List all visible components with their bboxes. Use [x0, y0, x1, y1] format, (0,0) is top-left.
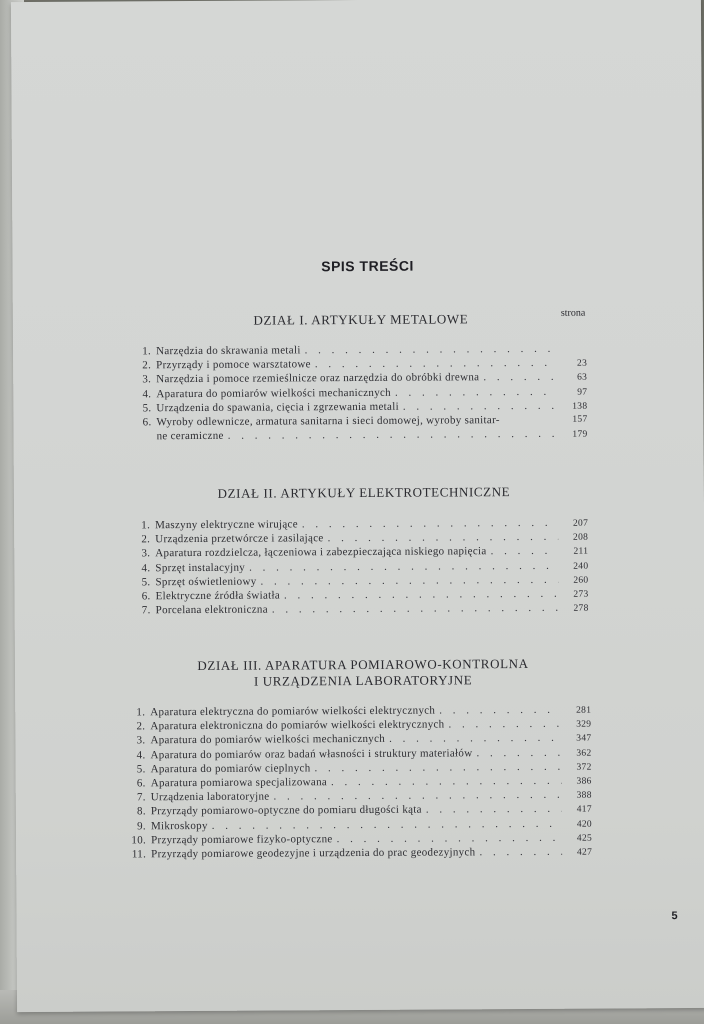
toc-item-title: Narzędzia do skrawania metali	[156, 344, 301, 358]
toc-item[interactable]	[131, 601, 589, 618]
toc-item-page: 425	[576, 833, 593, 844]
toc-item-page: 240	[573, 561, 589, 572]
toc-item-page: 420	[576, 819, 592, 830]
section-1-list	[131, 342, 588, 444]
dot-leader	[328, 530, 559, 546]
toc-item-number: 5.	[142, 402, 152, 415]
toc-item-page: 208	[573, 532, 589, 543]
dot-leader	[272, 601, 559, 617]
toc-item-page: 278	[573, 603, 589, 614]
toc-item-number: 9.	[137, 819, 146, 832]
toc-item-title: Urządzenia przetwórcze i zasilające	[155, 532, 324, 546]
dot-leader	[228, 427, 558, 443]
toc-item-title: Przyrządy pomiarowe fizyko-optyczne	[151, 832, 333, 846]
toc-item-page: 417	[576, 804, 592, 815]
dot-leader	[305, 342, 557, 358]
toc-item-page: 386	[576, 776, 592, 787]
toc-item-page: 23	[577, 358, 588, 369]
toc-item-number: 4.	[136, 748, 146, 761]
toc-item-number: 1.	[142, 345, 152, 358]
toc-item-title: Aparatura do pomiarów oraz badań własności i struktury materiałów	[150, 746, 473, 761]
toc-item-title: Przyrządy i pomoce warsztatowe	[156, 358, 311, 372]
section-1-heading: DZIAŁ I. ARTYKUŁY METALOWE	[253, 311, 469, 328]
toc-item-page: 207	[572, 518, 589, 529]
page-column-label: strona	[560, 307, 586, 319]
section-3-heading-line-1: DZIAŁ III. APARATURA POMIAROWO-KONTROLNA	[197, 655, 529, 673]
toc-item-page: 97	[577, 387, 588, 398]
dot-leader	[331, 774, 562, 790]
dot-leader	[448, 717, 561, 732]
section-3-heading-line-2: I URZĄDZENIA LABORATORYJNE	[253, 672, 473, 689]
toc-item-number: 10.	[131, 833, 147, 847]
toc-item-title: Aparatura do pomiarów wielkości mechanicznych	[156, 386, 391, 400]
toc-item-page: 179	[572, 429, 588, 440]
toc-item-page: 157	[572, 414, 588, 425]
toc-item-title: Elektryczne źródła światła	[155, 589, 281, 603]
dot-leader	[389, 731, 561, 746]
dot-leader	[314, 760, 561, 776]
section-2-heading: DZIAŁ II. ARTYKUŁY ELEKTROTECHNICZNE	[217, 484, 511, 501]
toc-item-number: 7.	[136, 791, 146, 804]
toc-item-page: 260	[573, 575, 589, 586]
toc-item-page: 388	[576, 790, 592, 801]
dot-leader	[302, 516, 558, 532]
toc-item-page: 273	[573, 589, 589, 600]
toc-item-number: 7.	[141, 604, 151, 617]
toc-item-page: 427	[576, 847, 593, 858]
toc-item-title: Wyroby odlewnicze, armatura sanitarna i sieci domowej, wyroby sanitar-	[156, 414, 500, 429]
toc-item-page: 281	[576, 705, 592, 716]
toc-item-number: 6.	[142, 416, 152, 429]
toc-item-title: Narzędzia i pomoce rzemieślnicze oraz narzędzia do obróbki drewna	[156, 371, 480, 386]
toc-item-title: Aparatura elektryczna do pomiarów wielkości elektrycznych	[150, 704, 436, 719]
toc-item-number: 2.	[141, 533, 151, 546]
toc-item-number: 1.	[136, 706, 146, 719]
toc-item-number: 5.	[136, 763, 146, 776]
toc-item-number: 2.	[142, 359, 152, 372]
toc-item-page: 211	[573, 546, 589, 558]
dot-leader	[439, 703, 561, 718]
toc-item-title: Mikroskopy	[150, 819, 208, 832]
dot-leader	[337, 830, 563, 846]
toc-item-number: 1.	[141, 519, 151, 532]
toc-item-page: 63	[577, 372, 588, 384]
section-2-list	[130, 516, 589, 618]
toc-item-number: 3.	[136, 734, 146, 747]
section-3-heading	[133, 656, 593, 691]
toc-item-title: Aparatura do pomiarów wielkości mechanicznych	[150, 733, 386, 747]
toc-item-page: 362	[576, 748, 592, 759]
toc-item-number: 3.	[142, 373, 152, 386]
toc-item-page: 329	[576, 719, 592, 730]
toc-item-page: 372	[576, 762, 592, 773]
dot-leader	[315, 356, 557, 372]
toc-item-number: 8.	[136, 805, 146, 818]
toc-item-title: Sprzęt instalacyjny	[155, 561, 246, 574]
toc-item-page: 138	[572, 401, 588, 412]
toc-item-title: Porcelana elektroniczna	[155, 603, 268, 617]
page-number: 5	[671, 910, 678, 923]
dot-leader	[395, 384, 557, 399]
dot-leader	[426, 802, 562, 817]
dot-leader	[476, 745, 561, 760]
toc-item-title: Aparatura rozdzielcza, łączeniowa i zabezpieczająca niskiego napięcia	[155, 545, 487, 560]
toc-item-number: 11.	[131, 848, 147, 861]
toc-item[interactable]	[126, 844, 592, 861]
toc-item-number: 2.	[136, 720, 146, 733]
toc-item-number: 4.	[142, 387, 152, 400]
toc-item-page: 347	[576, 733, 592, 745]
toc-item-title: Urządzenia do spawania, cięcia i zgrzewania metali	[156, 400, 399, 414]
dot-leader	[483, 370, 557, 385]
toc-item-number: 3.	[141, 547, 151, 560]
page-title: SPIS TREŚCI	[321, 257, 414, 275]
toc-item-number: 6.	[136, 777, 146, 790]
toc-item-title-continued: ne ceramiczne	[156, 429, 224, 443]
toc-item[interactable]	[131, 413, 587, 444]
dot-leader	[491, 544, 559, 559]
toc-item-title: Przyrządy pomiarowo-optyczne do pomiaru długości kąta	[150, 803, 422, 818]
toc-item-number: 4.	[141, 561, 151, 574]
dot-leader	[479, 845, 562, 860]
toc-item-title: Urządzenia laboratoryjne	[150, 790, 270, 804]
toc-item-number: 6.	[141, 590, 151, 603]
document-page	[11, 0, 704, 1012]
toc-item-title: Aparatura elektroniczna do pomiarów wielkości elektrycznych	[150, 718, 445, 733]
toc-item-title: Sprzęt oświetleniowy	[155, 575, 257, 588]
toc-item-title: Aparatura do pomiarów cieplnych	[150, 762, 311, 776]
toc-item-title: Przyrządy pomiarowe geodezyjne i urządzenia do prac geodezyjnych	[151, 846, 476, 861]
toc-item-number: 5.	[141, 576, 151, 589]
dot-leader	[403, 399, 558, 414]
toc-item-title: Maszyny elektryczne wirujące	[155, 518, 298, 532]
toc-item-title: Aparatura pomiarowa specjalizowana	[150, 776, 328, 790]
section-3-list	[125, 703, 592, 862]
